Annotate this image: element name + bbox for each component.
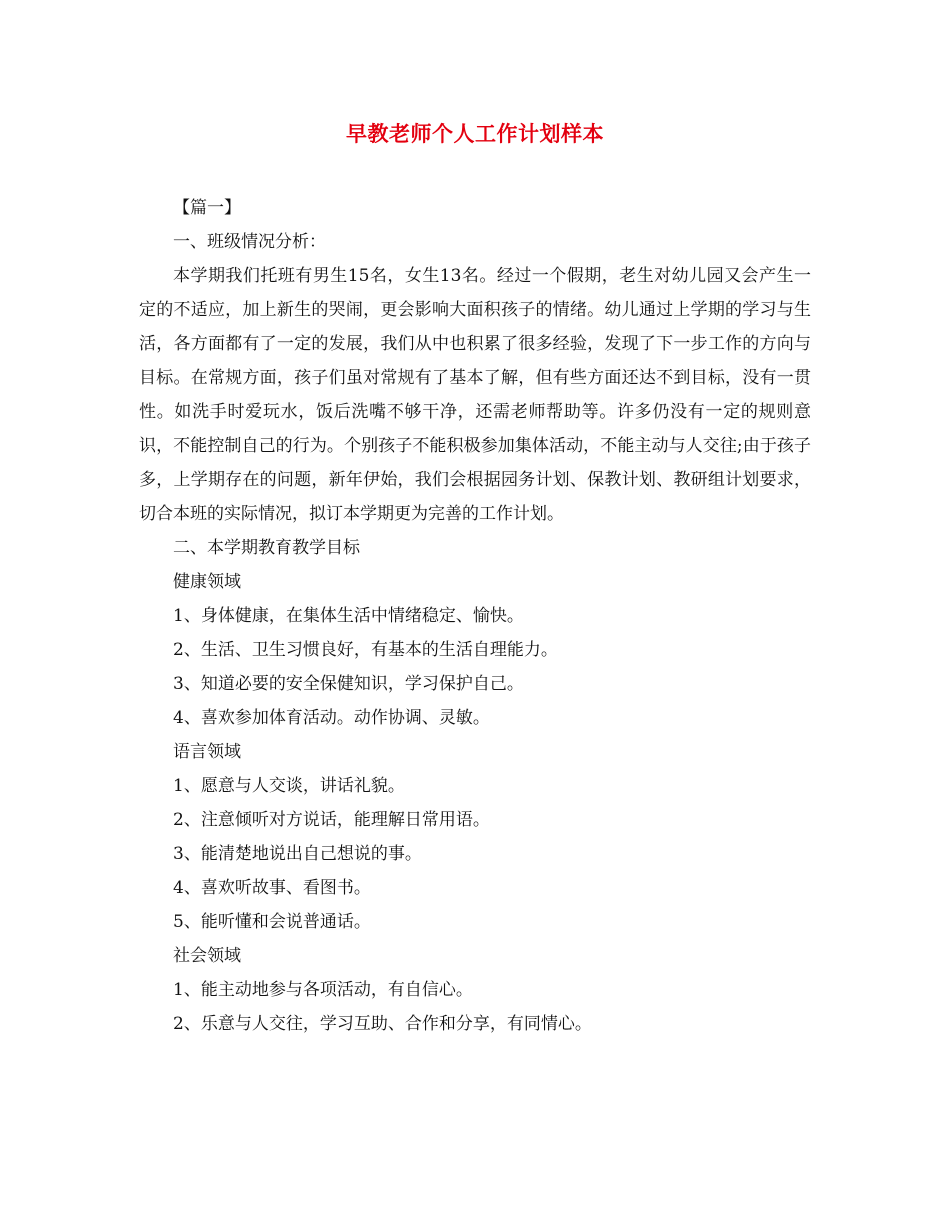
health-item: 1、身体健康，在集体生活中情绪稳定、愉快。 [173,606,524,626]
heading-class-analysis: 一、班级情况分析： [173,232,326,252]
paragraph-class-analysis: 本学期我们托班有男生15名，女生13名。经过一个假期，老生对幼儿园又会产生一定的不适应，加上新生的哭闹，更会影响大面积孩子的情绪。幼儿通过上学期的学习与生活，各方面都有了一定的发展，我们从中也积累了很多经验，发现了下一步工作的方向与目标。在常规方面，孩子们虽对常规有了基本了解，但有些方面还达不到目标，没有一贯性。如洗手时爱玩水，饭后洗嘴不够干净，还需老师帮助等。许多仍没有一定的规则意识，不能控制自己的行为。个别孩子不能积极参加集体活动，不能主动与人交往;由于孩子多，上学期存在的问题，新年伊始，我们会根据园务计划、保教计划、教研组计划要求，切合本班的实际情况，拟订本学期更为完善的工作计划。 [139,266,811,524]
health-item: 3、知道必要的安全保健知识，学习保护自己。 [173,674,524,694]
document-title: 早教老师个人工作计划样本 [346,121,604,146]
social-item: 2、乐意与人交往，学习互助、合作和分享，有同情心。 [173,1014,592,1034]
health-item: 4、喜欢参加体育活动。动作协调、灵敏。 [173,708,490,728]
section-label: 【篇一】 [173,198,241,218]
language-item: 3、能清楚地说出自己想说的事。 [173,844,422,864]
language-item: 1、愿意与人交谈，讲话礼貌。 [173,776,405,796]
language-item: 4、喜欢听故事、看图书。 [173,878,371,898]
heading-teaching-goals: 二、本学期教育教学目标 [173,538,360,558]
social-domain-title: 社会领域 [173,946,241,966]
health-item: 2、生活、卫生习惯良好，有基本的生活自理能力。 [173,640,558,660]
social-item: 1、能主动地参与各项活动，有自信心。 [173,980,473,1000]
language-item: 2、注意倾听对方说话，能理解日常用语。 [173,810,490,830]
language-item: 5、能听懂和会说普通话。 [173,912,371,932]
document-body [139,191,811,1041]
health-domain-title: 健康领域 [173,572,241,592]
language-domain-title: 语言领域 [173,742,241,762]
